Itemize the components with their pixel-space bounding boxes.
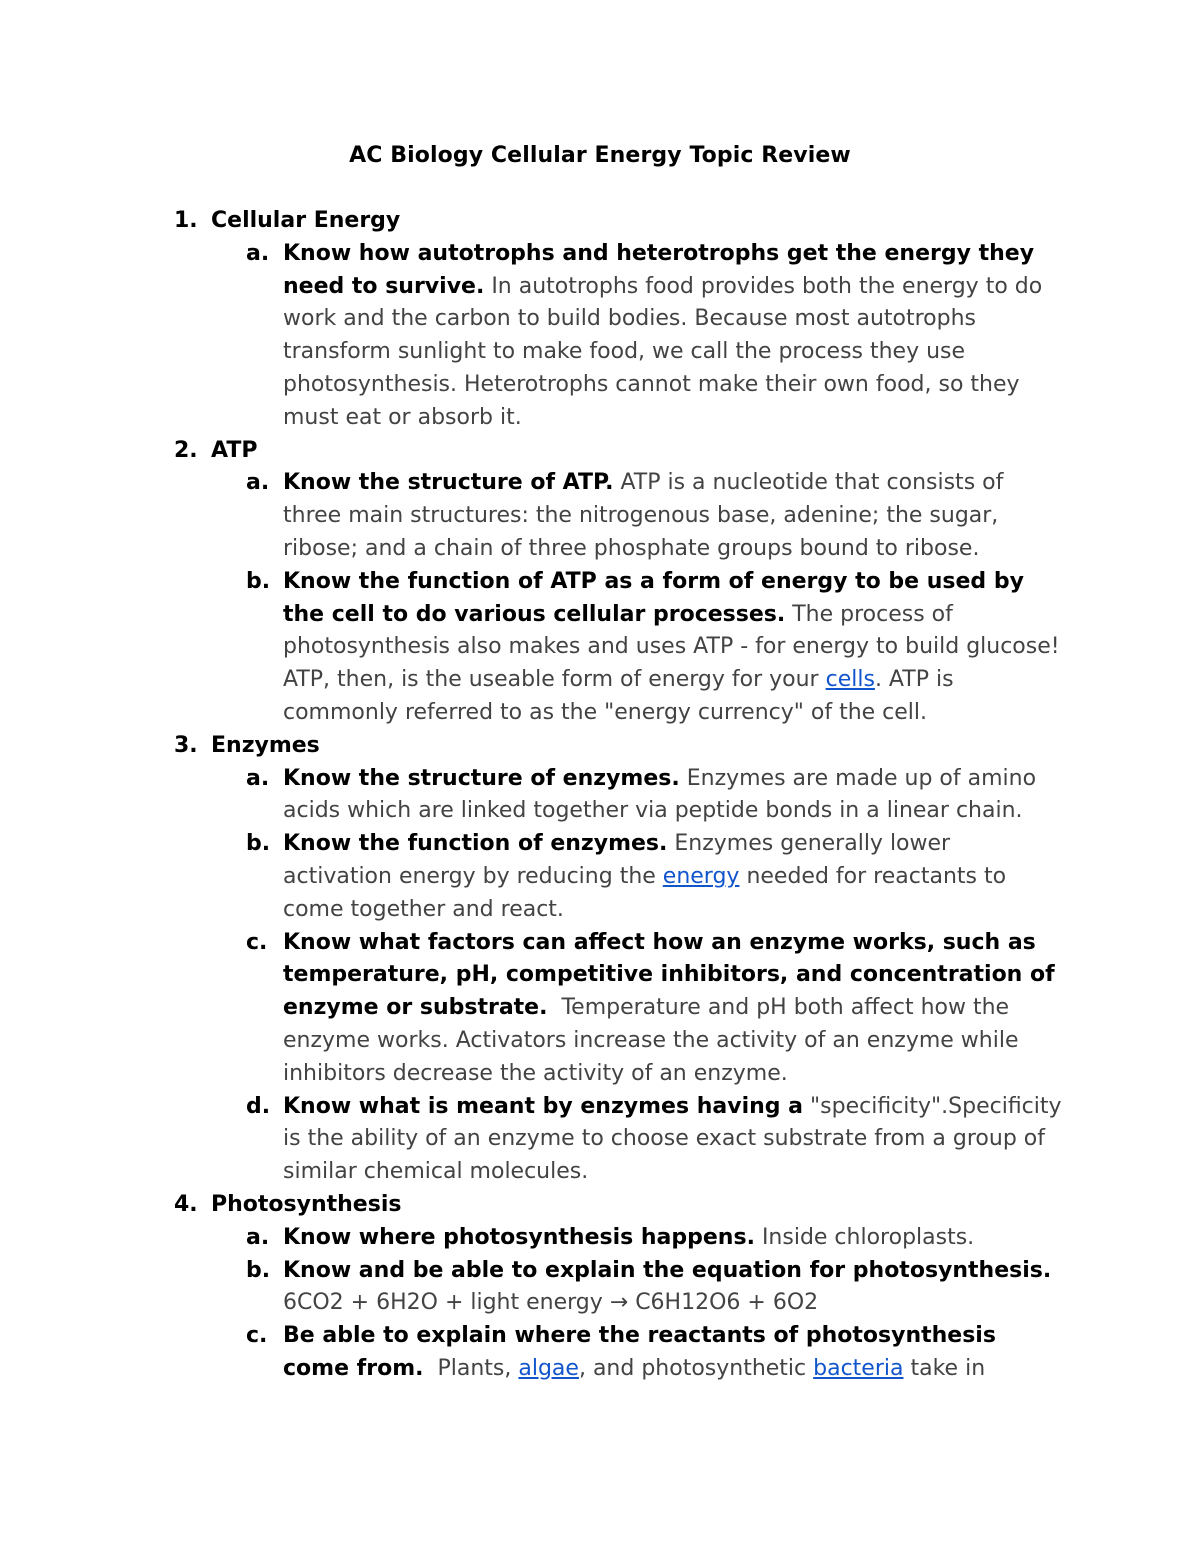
- topic-heading: [0, 1189, 1200, 1222]
- topic-label: Cellular Energy: [211, 208, 401, 233]
- list-item: [246, 1320, 1063, 1386]
- item-question: Know the structure of ATP.: [283, 470, 614, 496]
- cells-link[interactable]: cells: [825, 667, 875, 693]
- item-letter: d.: [246, 1093, 271, 1119]
- item-question: Know where photosynthesis happens.: [283, 1224, 755, 1250]
- item-question: Know how autotrophs and heterotrophs get the energy they need to survive.: [283, 240, 1035, 299]
- item-question: Know the function of enzymes.: [283, 831, 668, 857]
- bacteria-link[interactable]: bacteria: [813, 1355, 904, 1381]
- item-question: Know the function of ATP as a form of energy to be used by the cell to do various cellular processes.: [283, 568, 1024, 627]
- item-letter: a.: [246, 470, 270, 496]
- list-item: [246, 1222, 1063, 1255]
- item-letter: b.: [246, 1257, 271, 1283]
- item-letter: a.: [246, 765, 270, 791]
- item-answer: 6CO2 + 6H2O + light energy → C6H12O6 + 6O2: [283, 1290, 819, 1316]
- list-item: [246, 828, 1063, 926]
- topic-heading: [0, 730, 1200, 763]
- item-letter: b.: [246, 831, 271, 857]
- item-answer: Temperature and pH both affect how the enzyme works. Activators increase the activity of an enzyme while inhibitors decrease the activity of an enzyme.: [283, 995, 1019, 1086]
- item-answer-continued: . ATP is commonly referred to as the "energy currency" of the cell.: [283, 667, 954, 725]
- topic-heading: [0, 205, 1200, 238]
- topic-label: ATP: [211, 437, 258, 463]
- item-letter: b.: [246, 568, 271, 594]
- item-answer: "specificity".Specificity is the ability of an enzyme to choose exact substrate from a group of similar chemical molecules.: [283, 1093, 1062, 1185]
- item-answer-continued: , and photosynthetic: [578, 1355, 807, 1381]
- item-question: Be able to explain where the reactants of photosynthesis come from.: [283, 1323, 996, 1381]
- item-answer: The process of photosynthesis also makes and uses ATP - for energy to build glucose! ATP, then, is the useable form of energy for your: [283, 601, 1060, 693]
- topic-number: 2.: [174, 437, 198, 463]
- topic-number: 3.: [174, 732, 198, 758]
- list-item: [246, 467, 1063, 565]
- item-question: Know what is meant by enzymes having a: [283, 1093, 804, 1119]
- list-item: [246, 566, 1063, 730]
- item-question: Know and be able to explain the equation for photosynthesis.: [283, 1257, 1052, 1283]
- topic-number: 1.: [174, 208, 198, 233]
- item-answer: Inside chloroplasts.: [761, 1224, 975, 1250]
- item-answer: In autotrophs food provides both the energy to do work and the carbon to build bodies. Because most autotrophs transform sunlight to make food, we call the process they use photosynthesis. Heterotrophs cannot make their own food, so they must eat or absorb it.: [283, 273, 1043, 430]
- item-question: Know what factors can affect how an enzyme works, such as temperature, pH, competitive inhibitors, and concentration of enzyme or substrate.: [283, 929, 1055, 1021]
- item-question: Know the structure of enzymes.: [283, 765, 680, 791]
- list-item: [246, 927, 1063, 1091]
- item-letter: a.: [246, 1224, 270, 1250]
- item-answer: Enzymes generally lower activation energy by reducing the: [283, 831, 951, 889]
- list-item: [246, 1255, 1063, 1321]
- topic-heading: [0, 435, 1200, 468]
- item-answer-continued: needed for reactants to come together and react.: [283, 863, 1007, 922]
- topic-label: Enzymes: [211, 732, 320, 758]
- topic-list: [0, 205, 1200, 1386]
- list-item: [246, 238, 1063, 435]
- item-letter: c.: [246, 1323, 268, 1349]
- item-answer: ATP is a nucleotide that consists of three main structures: the nitrogenous base, adenine; the sugar, ribose; and a chain of three phosphate groups bound to ribose.: [283, 470, 1004, 561]
- energy-link[interactable]: energy: [662, 863, 740, 889]
- list-item: [246, 1091, 1063, 1189]
- list-item: [246, 763, 1063, 829]
- item-letter: a.: [246, 240, 270, 266]
- document-title: AC Biology Cellular Energy Topic Review: [349, 143, 851, 168]
- topic-number: 4.: [174, 1191, 198, 1217]
- item-answer: Enzymes are made up of amino acids which are linked together via peptide bonds in a linear chain.: [283, 765, 1037, 824]
- topic-label: Photosynthesis: [211, 1191, 402, 1217]
- algae-link[interactable]: algae: [518, 1355, 579, 1381]
- item-letter: c.: [246, 929, 268, 955]
- item-answer-end: take in: [910, 1355, 986, 1381]
- item-answer: Plants,: [437, 1355, 512, 1381]
